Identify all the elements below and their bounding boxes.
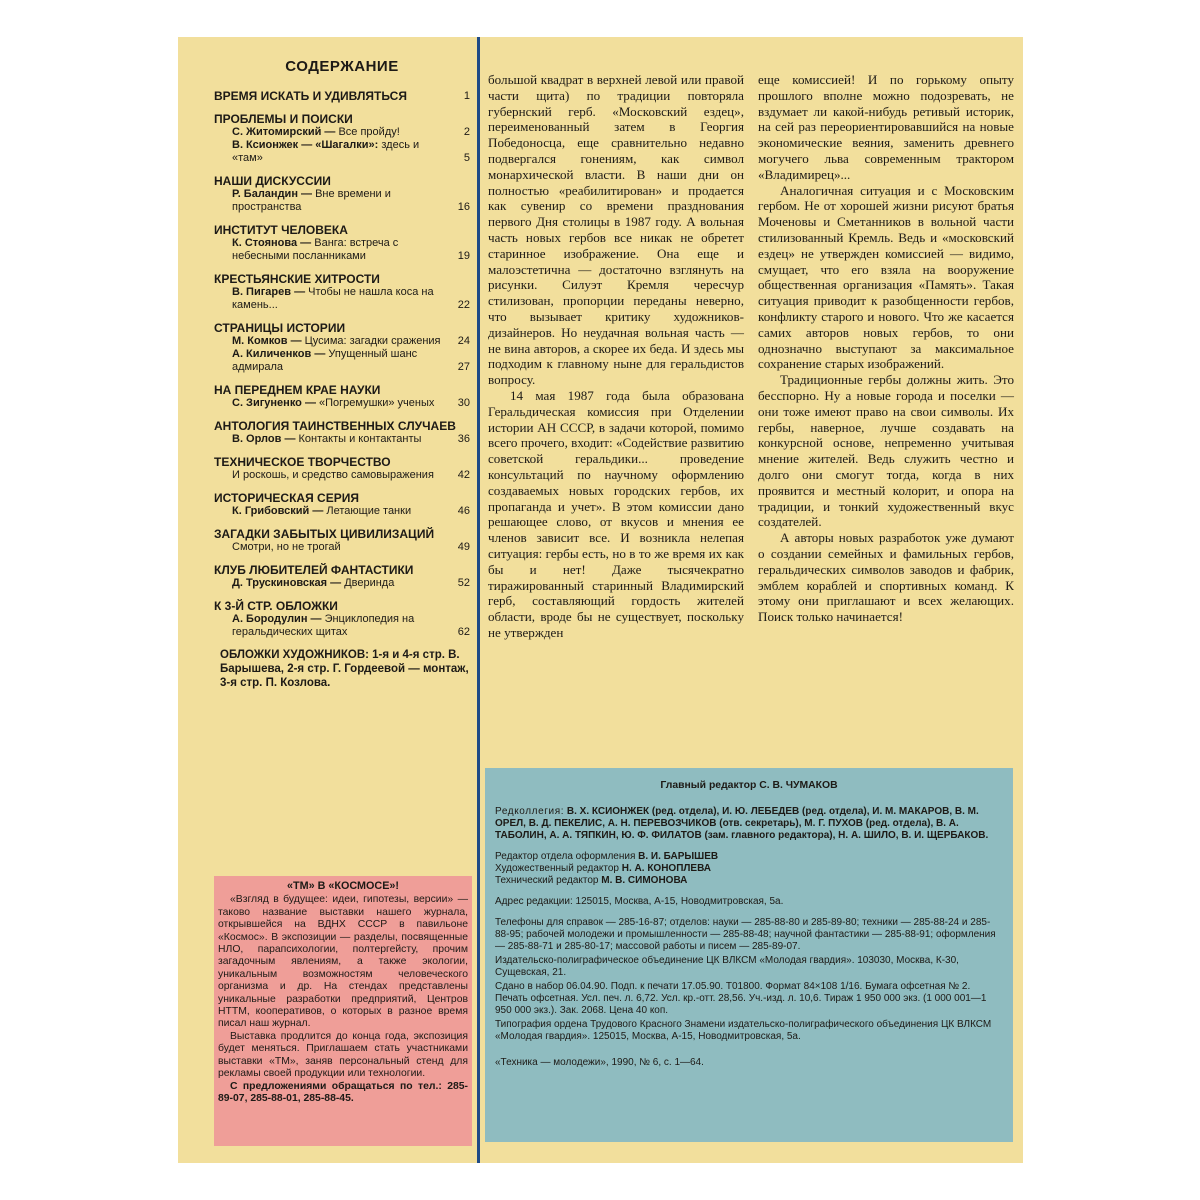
imprint-box — [485, 768, 1013, 1142]
announcement-box — [214, 876, 472, 1146]
article-paragraph: Традиционные гербы должны жить. Это бесспорно. Ну а новые города и поселки — они тоже имеют право на свои символы. Их гербы, наверное, лучше создавать на конкурсной основе, непременно учитывая мнение жителей. Ведь служить честно и долго они смогут тогда, когда в них проявится и местный колорит, и опора на традиции, и тонкий художественный вкус создателей. — [758, 372, 1014, 530]
toc-heading-row — [214, 174, 470, 188]
toc-entry-author: М. Комков — — [232, 335, 302, 347]
print-info: Сдано в набор 06.04.90. Подп. к печати 17.05.90. Т01800. Формат 84×108 1/16. Бумага офсетная № 2. Печать офсетная. Усл. печ. л. 6,72. Усл. кр.-отт. 28,56. Уч.-изд. л. 10,6. Тираж 1 950 000 экз. (1 000 001—1 950 000 экз.). Зак. 2068. Цена 40 коп. — [495, 981, 987, 1016]
toc-page-number: 1 — [463, 90, 470, 102]
toc-heading-row — [214, 599, 470, 613]
toc-title: СОДЕРЖАНИЕ — [285, 58, 399, 75]
toc-entry-author: В. Ксионжек — «Шагалки»: — [232, 139, 379, 151]
toc-entry — [214, 286, 470, 312]
toc-entry — [214, 237, 470, 263]
toc-entry-text — [214, 397, 448, 410]
toc-section — [214, 455, 470, 482]
toc-entry-text — [214, 139, 448, 165]
toc-entry — [214, 139, 470, 165]
toc-entry-title: Чтобы не нашла коса на камень... — [232, 286, 434, 311]
toc-entry-text — [214, 505, 448, 518]
toc-entry-text — [214, 188, 448, 214]
toc-page-number: 27 — [457, 361, 470, 373]
toc-entry — [214, 126, 470, 139]
toc-entry-title: И роскошь, и средство самовыражения — [232, 469, 434, 481]
toc-entry-title: Вне времени и пространства — [232, 188, 391, 213]
toc-heading-row — [214, 419, 470, 433]
toc-entry — [214, 577, 470, 590]
toc-entry-title: Все пройду! — [338, 126, 400, 138]
toc-page-number: 36 — [457, 433, 470, 445]
staff-role: Художественный редактор — [495, 863, 619, 874]
toc-entry-title: «Погремушки» ученых — [319, 397, 435, 409]
toc-page-number: 5 — [463, 152, 470, 164]
toc-section-heading: НА ПЕРЕДНЕМ КРАЕ НАУКИ — [214, 383, 381, 397]
toc-heading-row — [214, 272, 470, 286]
toc-entry-author: В. Пигарев — — [232, 286, 306, 298]
editorial-board-label: Редколлегия: — [495, 806, 565, 817]
toc-entry-text — [214, 541, 448, 554]
toc-entry-title: Цусима: загадки сражения — [304, 335, 441, 347]
toc-entry-author: А. Киличенков — — [232, 348, 326, 360]
article-paragraph: большой квадрат в верхней левой или правой части щита) по традиции повторяла губернский герб. «Московский ездец», переименованный затем в Георгия Победоносца, еще сравнительно недавно подвергался гонениям, как символ монархической власти. В наши дни он полностью «реабилитирован» и продается как сувенир со времени празднования первого Дня столицы в 1987 году. А вольная часть новых гербов все никак не обретет старинное изображение. Она еще и малоэстетична — достаточно взглянуть на рисунки. Силуэт Кремля чересчур стилизован, пропорции переданы неверно, что вызывает критику художников-дизайнеров. Но неудачная вольная часть — не вина авторов, а скорее их беда. И здесь мы подходим к главному ныне для геральдистов вопросу. — [488, 72, 744, 388]
toc-heading-row — [214, 321, 470, 335]
toc-section-heading: КЛУБ ЛЮБИТЕЛЕЙ ФАНТАСТИКИ — [214, 563, 414, 577]
toc-page-number: 52 — [457, 577, 470, 589]
toc-section-heading: АНТОЛОГИЯ ТАИНСТВЕННЫХ СЛУЧАЕВ — [214, 419, 456, 433]
toc-entry-author: Д. Трускиновская — — [232, 577, 342, 589]
toc-entry — [214, 541, 470, 554]
staff-name: Н. А. КОНОПЛЕВА — [621, 863, 712, 874]
toc-section-heading: ПРОБЛЕМЫ И ПОИСКИ — [214, 112, 353, 126]
article-paragraph: Аналогичная ситуация и с Московским гербом. Не от хорошей жизни рисуют братья Моченовы и Сметанников в вольной части стилизованный Кремль. Ведь и «московский ездец» не утвержден комиссией — видимо, смущает, что его взяла на вооружение общественная организация «Память». Такая ситуация приводит к разобщенности гербов, конфликту старого и нового. Что же касается самих авторов новых гербов, то они однозначно выступают за максимальное сохранение старых изображений. — [758, 182, 1014, 372]
staff-list — [495, 851, 1003, 887]
toc-entry-text — [214, 348, 448, 374]
chief-editor-name: С. В. ЧУМАКОВ — [759, 780, 838, 791]
article-paragraph: еще комиссией! И по горькому опыту прошлого вполне можно подозревать, не вздумает ли какой-нибудь ретивый историк, на сей раз переориентировавшийся на новые экономические веяния, заменить древнего могучего льва современным трактором «Владимирец»... — [758, 72, 1014, 182]
toc-heading-row — [214, 491, 470, 505]
article-paragraph: А авторы новых разработок уже думают о создании семейных и фамильных гербов, геральдических символов заводов и фабрик, эмблем кораблей и спортивных команд. К этому они приглашают и всех желающих. Поиск только начинается! — [758, 530, 1014, 625]
toc-page-number: 24 — [457, 335, 470, 347]
toc-page-number: 42 — [457, 469, 470, 481]
toc-page-number: 2 — [463, 126, 470, 138]
toc-entry-title: Летающие танки — [326, 505, 412, 517]
toc-section — [214, 419, 470, 446]
publisher-info: Издательско-полиграфическое объединение ЦК ВЛКСМ «Молодая гвардия». 103030, Москва, К-30, Сущевская, 21. — [495, 955, 959, 978]
toc-entry-author: К. Стоянова — — [232, 237, 312, 249]
toc-entry — [214, 397, 470, 410]
toc-entry — [214, 433, 470, 446]
toc-section-heading: ВРЕМЯ ИСКАТЬ И УДИВЛЯТЬСЯ — [214, 89, 407, 103]
toc-entry-text — [214, 237, 448, 263]
toc-entry-author: Р. Баландин — — [232, 188, 313, 200]
covers-credits: ОБЛОЖКИ ХУДОЖНИКОВ: 1-я и 4-я стр. В. Барышева, 2-я стр. Г. Гордеевой — монтаж, 3-я стр. П. Козлова. — [220, 649, 469, 689]
editorial-board-members: В. Х. КСИОНЖЕК (ред. отдела), И. Ю. ЛЕБЕДЕВ (ред. отдела), И. М. МАКАРОВ, В. М. ОРЕЛ, В. Д. ПЕКЕЛИС, А. Н. ПЕРЕВОЗЧИКОВ (отв. секретарь), М. Г. ПУХОВ (ред. отдела), В. А. ТАБОЛИН, А. А. ТЯПКИН, Ю. Ф. ФИЛАТОВ (зам. главного редактора), Н. А. ШИЛО, В. И. ЩЕРБАКОВ. — [495, 806, 989, 841]
article-column-2 — [758, 72, 1014, 625]
toc-entry-text — [214, 577, 448, 590]
toc-heading-row — [214, 223, 470, 237]
issue-citation: «Техника — молодежи», 1990, № 6, с. 1—64. — [495, 1057, 704, 1068]
toc-entry-author: В. Орлов — — [232, 433, 296, 445]
staff-name: М. В. СИМОНОВА — [601, 875, 688, 886]
toc-entry — [214, 505, 470, 518]
toc-entry — [214, 335, 470, 348]
toc-entry-author: А. Бородулин — — [232, 613, 322, 625]
toc-entry-title: Дверинда — [344, 577, 395, 589]
staff-name: В. И. БАРЫШЕВ — [638, 851, 719, 862]
toc-entry-text — [214, 126, 448, 139]
toc-page-number: 19 — [457, 250, 470, 262]
announcement-paragraph: «Взгляд в будущее: идеи, гипотезы, версии» — таково название выставки нашего журнала, открывшейся на ВДНХ СССР в павильоне «Космос». В экспозиции — разделы, посвященные НЛО, парапсихологии, полтергейсту, прочим загадочным явлениям, а также экологии, уникальным возможностям человеческого организма и др. На стендах представлены уникальные разработки предприятий, Центров НТТМ, кооперативов, о которых в разное время писал наш журнал. — [218, 894, 468, 1030]
toc-entry — [214, 613, 470, 639]
toc-section — [214, 174, 470, 214]
toc-heading-row — [214, 383, 470, 397]
toc-heading-row — [214, 527, 470, 541]
toc-section — [214, 112, 470, 165]
toc-page-number: 49 — [457, 541, 470, 553]
staff-role: Редактор отдела оформления — [495, 851, 636, 862]
announcement-paragraph: Выставка продлится до конца года, экспозиция будет меняться. Приглашаем стать участниками выставки «ТМ», заняв персональный стенд для рекламы своей продукции или технологии. — [218, 1030, 468, 1080]
toc-section-heading: ИСТОРИЧЕСКАЯ СЕРИЯ — [214, 491, 359, 505]
toc-page-number: 62 — [457, 626, 470, 638]
toc-heading-row — [214, 112, 470, 126]
toc-entry-text — [214, 286, 448, 312]
article-column-1 — [488, 72, 744, 641]
toc-entry-text — [214, 433, 448, 446]
toc-section — [214, 563, 470, 590]
toc-section-heading: К 3-Й СТР. ОБЛОЖКИ — [214, 599, 338, 613]
toc-entry-author: К. Грибовский — — [232, 505, 324, 517]
toc-entry — [214, 348, 470, 374]
editorial-board — [495, 806, 1003, 842]
toc-entry-text — [214, 469, 448, 482]
chief-editor — [495, 780, 1003, 792]
toc-heading-row — [214, 89, 470, 103]
toc-entry-author: С. Житомирский — — [232, 126, 336, 138]
toc-entry-title: Энциклопедия на геральдических щитах — [232, 613, 415, 638]
toc-section — [214, 599, 470, 639]
toc-sections — [214, 89, 470, 639]
toc-entry-title: Ванга: встреча с небесными посланниками — [232, 237, 399, 262]
chief-editor-label: Главный редактор — [660, 780, 757, 791]
toc-section — [214, 383, 470, 410]
toc-entry-title: Упущенный шанс адмирала — [232, 348, 418, 373]
editorial-address: Адрес редакции: 125015, Москва, А-15, Новодмитровская, 5а. — [495, 896, 784, 907]
toc-section — [214, 321, 470, 374]
article-paragraph: 14 мая 1987 года была образована Геральдическая комиссия при Отделении истории АН СССР, в задачи которой, помимо всего прочего, входит: «Содействие развитию советской геральдики... проведение консультаций по научному оформлению создаваемых новых городских гербов, их пропаганда и учет». В этом комиссии дано решающее слово, от вкусов и мнения ее членов зависит все. И возникла нелепая ситуация: гербы есть, но в то же время их как бы и нет! Даже тысячекратно тиражированный старинный Владимирский герб, составляющий гордость жителей области, вроде бы не существует, поскольку не утвержден — [488, 387, 744, 640]
toc-section — [214, 272, 470, 312]
announcement-contacts: С предложениями обращаться по тел.: 285-89-07, 285-88-01, 285-88-45. — [218, 1080, 468, 1104]
toc-entry-text — [214, 613, 448, 639]
toc-heading-row — [214, 563, 470, 577]
toc-entry-title: Контакты и контактанты — [298, 433, 422, 445]
printing-house: Типография ордена Трудового Красного Знамени издательско-полиграфического объединения ЦК ВЛКСМ «Молодая гвардия». 125015, Москва, А-15, Новодмитровская, 5а. — [495, 1019, 992, 1042]
toc-entry-author: С. Зигуненко — — [232, 397, 316, 409]
toc-section-heading: ИНСТИТУТ ЧЕЛОВЕКА — [214, 223, 348, 237]
toc-section — [214, 527, 470, 554]
toc-page-number: 22 — [457, 299, 470, 311]
toc-entry-title: здесь и «там» — [232, 139, 420, 164]
toc-section-heading: НАШИ ДИСКУССИИ — [214, 174, 331, 188]
toc-page-number: 30 — [457, 397, 470, 409]
toc-entry-title: Смотри, но не трогай — [232, 541, 341, 553]
toc-page-number: 16 — [457, 201, 470, 213]
toc-section — [214, 89, 470, 103]
toc-section-heading: ЗАГАДКИ ЗАБЫТЫХ ЦИВИЛИЗАЦИЙ — [214, 527, 435, 541]
toc-entry — [214, 469, 470, 482]
toc-page-number: 46 — [457, 505, 470, 517]
toc-section-heading: ТЕХНИЧЕСКОЕ ТВОРЧЕСТВО — [214, 455, 391, 469]
toc-section — [214, 491, 470, 518]
column-divider — [477, 37, 480, 1163]
phone-numbers: Телефоны для справок — 285-16-87; отделов: науки — 285-88-80 и 285-89-80; техники — 285-88-24 и 285-88-95; рабочей молодежи и промышленности — 285-88-48; научной фантастики — 285-88-91; оформления — 285-88-71 и 285-80-17; массовой работы и писем — 285-89-07. — [495, 917, 996, 952]
table-of-contents — [214, 58, 470, 690]
toc-entry — [214, 188, 470, 214]
toc-section-heading: КРЕСТЬЯНСКИЕ ХИТРОСТИ — [214, 272, 380, 286]
toc-section-heading: СТРАНИЦЫ ИСТОРИИ — [214, 321, 346, 335]
staff-role: Технический редактор — [495, 875, 599, 886]
toc-entry-text — [214, 335, 448, 348]
toc-heading-row — [214, 455, 470, 469]
toc-section — [214, 223, 470, 263]
announcement-title: «ТМ» В «КОСМОСЕ»! — [286, 880, 400, 892]
